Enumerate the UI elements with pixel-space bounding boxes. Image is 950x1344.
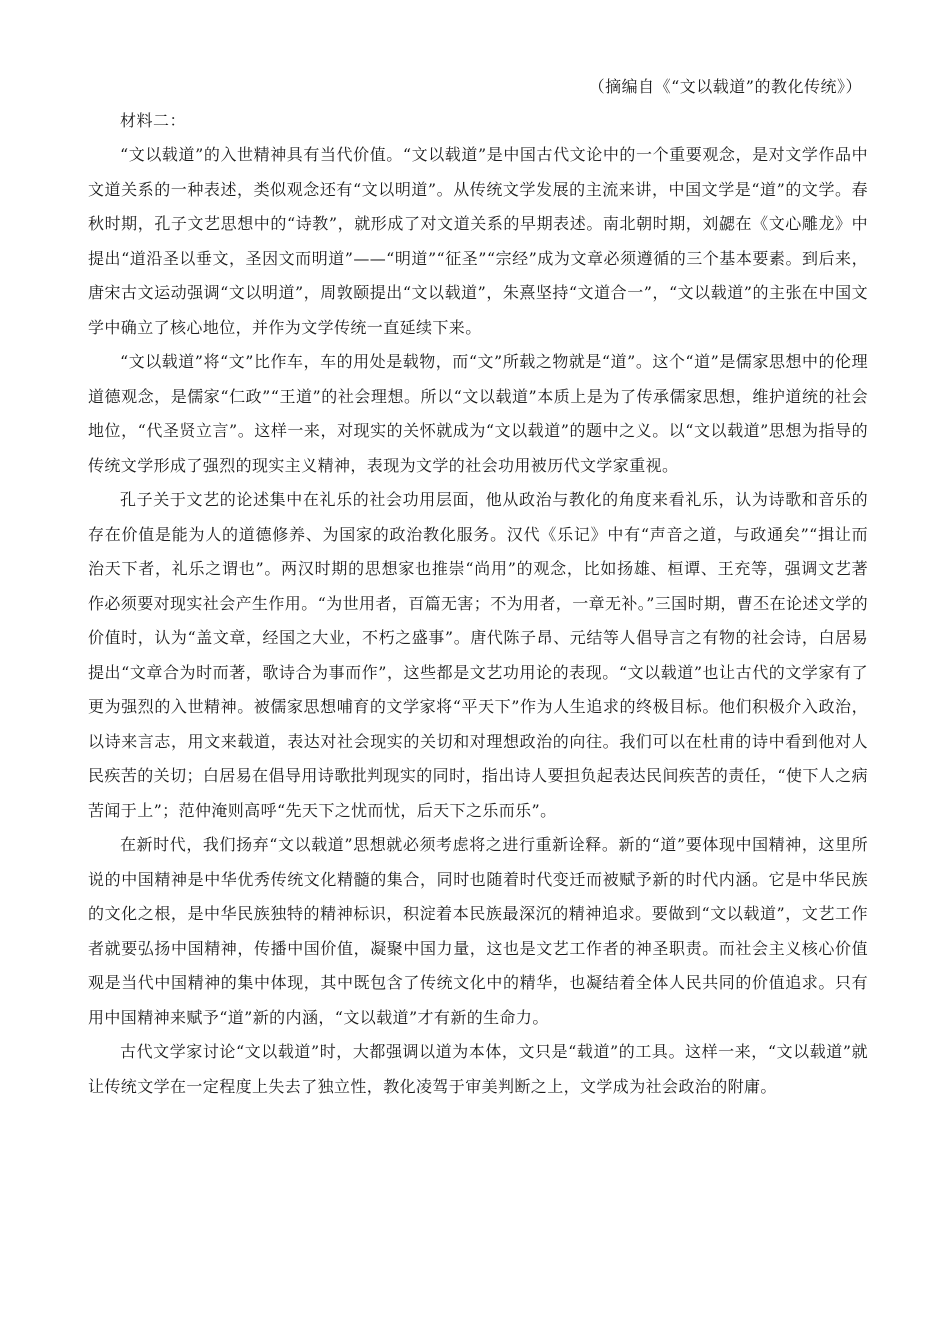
paragraph-4: 在新时代，我们扬弃“文以载道”思想就必须考虑将之进行重新诠释。新的“道”要体现中国精神，这里所说的中国精神是中华优秀传统文化精髓的集合，同时也随着时代变迁而被赋予新的时代内涵。它是中华民族的文化之根，是中华民族独特的精神标识，积淀着本民族最深沉的精神追求。要做到“文以载道”，文艺工作者就要弘扬中国精神，传播中国价值，凝聚中国力量，这也是文艺工作者的神圣职责。而社会主义核心价值观是当代中国精神的集中体现，其中既包含了传统文化中的精华，也凝结着全体人民共同的价值追求。只有用中国精神来赋予“道”新的内涵，“文以载道”才有新的生命力。 [88, 835, 868, 1027]
paragraph-3: 孔子关于文艺的论述集中在礼乐的社会功用层面，他从政治与教化的角度来看礼乐，认为诗歌和音乐的存在价值是能为人的道德修养、为国家的政治教化服务。汉代《乐记》中有“声音之道，与政通矣”“揖让而治天下者，礼乐之谓也”。两汉时期的思想家也推崇“尚用”的观念，比如扬雄、桓谭、王充等，强调文艺著作必须要对现实社会产生作用。“为世用者，百篇无害；不为用者，一章无补。”三国时期，曹丕在论述文学的价值时，认为“盖文章，经国之大业，不朽之盛事”。唐代陈子昂、元结等人倡导言之有物的社会诗，白居易提出“文章合为时而著，歌诗合为事而作”，这些都是文艺功用论的表现。“文以载道”也让古代的文学家有了更为强烈的入世精神。被儒家思想哺育的文学家将“平天下”作为人生追求的终极目标。他们积极介入政治，以诗来言志，用文来载道，表达对社会现实的关切和对理想政治的向往。我们可以在杜甫的诗中看到他对人民疾苦的关切；白居易在倡导用诗歌批判现实的同时，指出诗人要担负起表达民间疾苦的责任，“使下人之病苦闻于上”；范仲淹则高呼“先天下之忧而忧，后天下之乐而乐”。 [88, 490, 868, 820]
paragraph-5: 古代文学家讨论“文以载道”时，大都强调以道为本体，文只是“载道”的工具。这样一来，“文以载道”就让传统文学在一定程度上失去了独立性，教化凌驾于审美判断之上，文学成为社会政治的附庸。 [88, 1042, 868, 1096]
paragraph-1: “文以载道”的入世精神具有当代价值。“文以载道”是中国古代文论中的一个重要观念，是对文学作品中文道关系的一种表述，类似观念还有“文以明道”。从传统文学发展的主流来讲，中国文学是“道”的文学。春秋时期，孔子文艺思想中的“诗教”，就形成了对文道关系的早期表述。南北朝时期，刘勰在《文心雕龙》中提出“道沿圣以垂文，圣因文而明道”——“明道”“征圣”“宗经”成为文章必须遵循的三个基本要素。到后来，唐宋古文运动强调“文以明道”，周敦颐提出“文以载道”，朱熹坚持“文道合一”，“文以载道”的主张在中国文学中确立了核心地位，并作为文学传统一直延续下来。 [88, 145, 868, 337]
source-citation: （摘编自《“文以载道”的教化传统》） [588, 77, 862, 96]
document-page [88, 70, 868, 1104]
material-heading: 材料二： [120, 111, 187, 130]
paragraph-2: “文以载道”将“文”比作车，车的用处是载物，而“文”所载之物就是“道”。这个“道”是儒家思想中的伦理道德观念，是儒家“仁政”“王道”的社会理想。所以“文以载道”本质上是为了传承儒家思想，维护道统的社会地位，“代圣贤立言”。这样一来，对现实的关怀就成为“文以载道”的题中之义。以“文以载道”思想为指导的传统文学形成了强烈的现实主义精神，表现为文学的社会功用被历代文学家重视。 [88, 352, 868, 475]
